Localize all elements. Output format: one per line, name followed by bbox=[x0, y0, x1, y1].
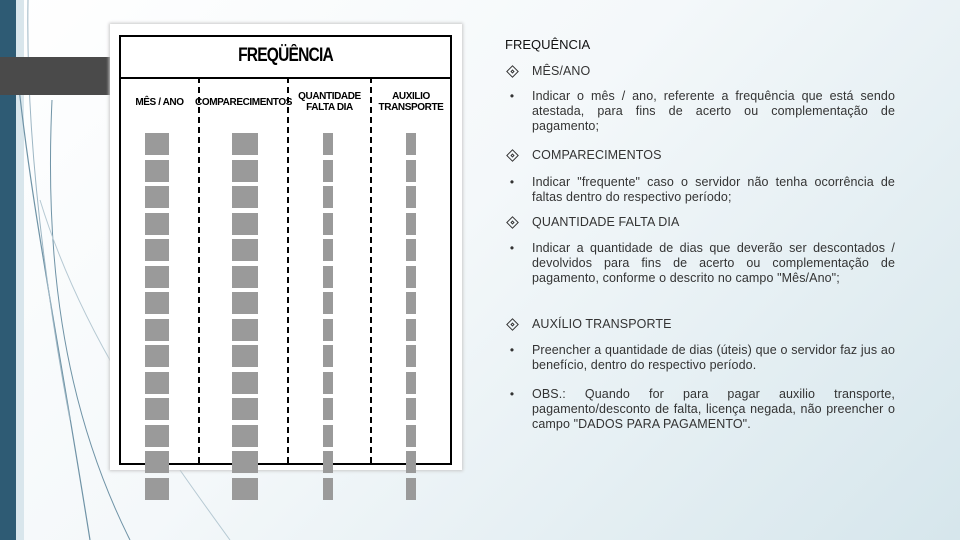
bullet-item bbox=[505, 343, 895, 373]
form-cell bbox=[232, 239, 258, 261]
form-cell bbox=[145, 186, 169, 208]
form-cell bbox=[323, 478, 333, 500]
form-cell bbox=[406, 239, 416, 261]
form-cell bbox=[145, 213, 169, 235]
form-cell bbox=[323, 292, 333, 314]
form-cell bbox=[232, 160, 258, 182]
form-cell bbox=[406, 292, 416, 314]
item-text: Indicar "frequente" caso o servidor não tenha ocorrência de faltas dentro do respectivo período; bbox=[532, 175, 895, 204]
column-header: QUANTIDADE FALTA DIA bbox=[298, 91, 361, 113]
form-cell bbox=[145, 345, 169, 367]
form-column-absence bbox=[287, 77, 370, 463]
form-cell bbox=[232, 292, 258, 314]
frequency-form bbox=[119, 35, 452, 465]
form-cell bbox=[406, 451, 416, 473]
form-cell bbox=[406, 478, 416, 500]
column-header: MÊS / ANO bbox=[135, 96, 184, 108]
form-cell bbox=[232, 345, 258, 367]
form-cell bbox=[145, 133, 169, 155]
item-text: Indicar o mês / ano, referente a frequência que está sendo atestada, para fins de acerto ou complementação de pagamento; bbox=[532, 89, 895, 133]
form-column-attendance bbox=[195, 77, 292, 463]
bullet-item bbox=[505, 387, 895, 432]
form-cell bbox=[232, 213, 258, 235]
bullet-icon: • bbox=[509, 241, 515, 255]
form-title: FREQÜÊNCIA bbox=[238, 45, 333, 66]
form-cell bbox=[406, 319, 416, 341]
form-cell bbox=[145, 372, 169, 394]
form-cell bbox=[145, 160, 169, 182]
diamond-bullet-icon bbox=[505, 215, 519, 231]
column-header: COMPARECIMENTOS bbox=[195, 96, 292, 108]
form-cell bbox=[323, 160, 333, 182]
section-item bbox=[505, 317, 895, 332]
form-cell bbox=[145, 319, 169, 341]
form-cell bbox=[232, 398, 258, 420]
form-cell bbox=[145, 451, 169, 473]
form-cell bbox=[323, 345, 333, 367]
form-cell bbox=[323, 186, 333, 208]
form-cell bbox=[406, 345, 416, 367]
item-text: AUXÍLIO TRANSPORTE bbox=[532, 317, 672, 331]
item-text: Preencher a quantidade de dias (úteis) que o servidor faz jus ao benefício, dentro do respectivo período. bbox=[532, 343, 895, 372]
form-cell bbox=[323, 133, 333, 155]
form-cell bbox=[323, 451, 333, 473]
item-text: COMPARECIMENTOS bbox=[532, 148, 662, 162]
form-cell bbox=[145, 425, 169, 447]
form-cell bbox=[406, 425, 416, 447]
diamond-bullet-icon bbox=[505, 317, 519, 333]
form-title-row bbox=[121, 37, 450, 79]
form-cell bbox=[145, 398, 169, 420]
item-text: QUANTIDADE FALTA DIA bbox=[532, 215, 680, 229]
form-cell bbox=[323, 372, 333, 394]
form-cell bbox=[145, 478, 169, 500]
form-cell bbox=[232, 266, 258, 288]
form-cell bbox=[406, 398, 416, 420]
form-cell bbox=[323, 319, 333, 341]
diamond-bullet-icon bbox=[505, 64, 519, 80]
bullet-item bbox=[505, 175, 895, 205]
diamond-bullet-icon bbox=[505, 148, 519, 164]
item-text: OBS.: Quando for para pagar auxilio transporte, pagamento/desconto de falta, licença negada, não preencher o campo "DADOS PARA PAGAMENTO". bbox=[532, 387, 895, 431]
form-cell bbox=[323, 425, 333, 447]
form-cell bbox=[232, 186, 258, 208]
bullet-item bbox=[505, 241, 895, 286]
form-cell bbox=[145, 239, 169, 261]
item-text: Indicar a quantidade de dias que deverão ser descontados / devolvidos para fins de acerto ou complementação de pagamento, conforme o descrito no campo "Mês/Ano"; bbox=[532, 241, 895, 285]
form-cell bbox=[406, 213, 416, 235]
form-cell bbox=[406, 186, 416, 208]
bullet-icon: • bbox=[509, 89, 515, 103]
bullet-icon: • bbox=[509, 387, 515, 401]
form-cell bbox=[232, 451, 258, 473]
accent-tab bbox=[0, 57, 112, 95]
form-cell bbox=[406, 266, 416, 288]
form-cell bbox=[232, 319, 258, 341]
form-cell bbox=[323, 239, 333, 261]
section-item bbox=[505, 215, 895, 230]
form-cell bbox=[323, 398, 333, 420]
form-cell bbox=[323, 266, 333, 288]
form-cell bbox=[145, 292, 169, 314]
bullet-icon: • bbox=[509, 175, 515, 189]
form-cell bbox=[232, 133, 258, 155]
bullet-icon: • bbox=[509, 343, 515, 357]
form-cell bbox=[145, 266, 169, 288]
section-item bbox=[505, 148, 895, 163]
form-cell bbox=[406, 372, 416, 394]
form-image bbox=[110, 24, 462, 470]
column-header: AUXILIO TRANSPORTE bbox=[378, 91, 444, 113]
section-item bbox=[505, 64, 895, 79]
form-cell bbox=[323, 213, 333, 235]
form-cell bbox=[232, 372, 258, 394]
form-cell bbox=[406, 133, 416, 155]
form-body bbox=[121, 77, 450, 463]
form-cell bbox=[406, 160, 416, 182]
slide-heading: FREQUÊNCIA bbox=[505, 37, 591, 52]
form-cell bbox=[232, 478, 258, 500]
bullet-item bbox=[505, 89, 895, 134]
form-cell bbox=[232, 425, 258, 447]
form-column-transport bbox=[370, 77, 450, 463]
form-column-month-year bbox=[121, 77, 198, 463]
item-text: MÊS/ANO bbox=[532, 64, 591, 78]
